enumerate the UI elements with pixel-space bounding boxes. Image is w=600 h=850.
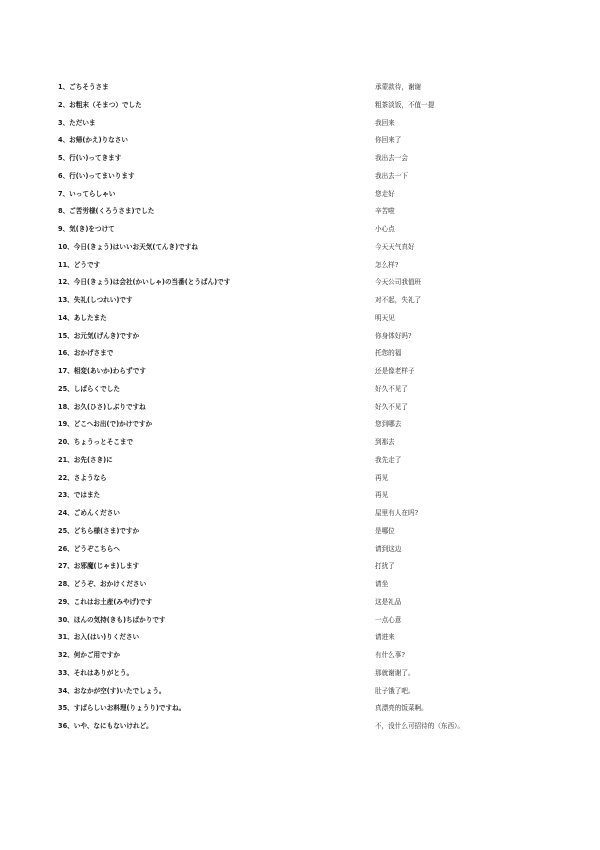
japanese-phrase: 22、さようなら (58, 473, 107, 482)
phrase-row (58, 668, 558, 686)
phrase-row (58, 260, 558, 278)
phrase-row (58, 242, 558, 260)
chinese-translation: 好久不见了 (375, 384, 408, 393)
chinese-translation: 不，没什么可招待的（东西）。 (375, 722, 465, 730)
phrase-row (58, 171, 558, 189)
japanese-phrase: 17、相変(あいか)わらずです (58, 367, 146, 375)
chinese-translation: 我先走了 (375, 455, 402, 464)
japanese-phrase: 24、ごめんください (58, 509, 120, 517)
phrase-row (58, 348, 558, 366)
japanese-phrase: 5、行(い)ってきます (58, 154, 122, 162)
phrase-row (58, 615, 558, 633)
japanese-phrase: 33、それはありがとう。 (58, 668, 134, 677)
japanese-phrase: 36、いや、なにもないけれど。 (58, 722, 153, 730)
chinese-translation: 我回来 (375, 118, 395, 127)
japanese-phrase: 35、すばらしいお料理(りょうり)ですね。 (58, 704, 186, 713)
chinese-translation: 请进来 (375, 633, 395, 642)
chinese-translation: 好久不见了 (375, 402, 408, 411)
japanese-phrase: 12、今日(きょう)は会社(かいしゃ)の当番(とうばん)です (58, 278, 231, 287)
phrase-row (58, 508, 558, 526)
phrase-row (58, 135, 558, 153)
phrase-row (58, 686, 558, 704)
phrase-row (58, 366, 558, 384)
chinese-translation: 粗茶淡饭，不值一提 (375, 100, 435, 109)
phrase-list (58, 82, 558, 739)
phrase-row (58, 419, 558, 437)
japanese-phrase: 3、ただいま (58, 118, 96, 127)
japanese-phrase: 25、どちら様(さま)ですか (58, 526, 140, 535)
japanese-phrase: 31、お入(はい)りください (58, 633, 140, 642)
phrase-row (58, 82, 558, 100)
phrase-row (58, 189, 558, 207)
chinese-translation: 小心点 (375, 225, 395, 233)
chinese-translation: 您走好 (375, 189, 395, 198)
chinese-translation: 请到这边 (375, 544, 402, 553)
chinese-translation: 到那去 (375, 438, 395, 446)
chinese-translation: 请坐 (375, 580, 389, 588)
japanese-phrase: 27、お邪魔(じゃま)します (58, 562, 140, 571)
japanese-phrase: 32、何かご用ですか (58, 651, 120, 659)
phrase-row (58, 402, 558, 420)
japanese-phrase: 2、お粗末（そまつ）でした (58, 100, 142, 109)
japanese-phrase: 11、どうです (58, 260, 101, 269)
chinese-translation: 托您的福 (375, 349, 402, 358)
phrase-row (58, 473, 558, 491)
japanese-phrase: 21、お先(さき)に (58, 455, 113, 464)
phrase-row (58, 118, 558, 136)
phrase-row (58, 206, 558, 224)
chinese-translation: 辛苦啦 (375, 207, 395, 216)
chinese-translation: 今天天气真好 (375, 242, 415, 251)
chinese-translation: 我出去一下 (375, 171, 408, 180)
chinese-translation: 屋里有人在吗? (375, 509, 419, 517)
chinese-translation: 肚子饿了吧。 (375, 686, 415, 695)
phrase-row (58, 721, 558, 739)
chinese-translation: 一点心意 (375, 615, 402, 624)
chinese-translation: 那就谢谢了。 (375, 668, 415, 677)
japanese-phrase: 9、気(き)をつけて (58, 225, 115, 233)
phrase-row (58, 277, 558, 295)
chinese-translation: 你身体好吗? (375, 331, 412, 340)
chinese-translation: 您到哪去 (375, 420, 402, 429)
japanese-phrase: 19、どこへお出(で)かけですか (58, 420, 153, 429)
japanese-phrase: 10、今日(きょう)はいいお天気(てんき)ですね (58, 242, 198, 251)
chinese-translation: 对不起，失礼了 (375, 296, 422, 304)
japanese-phrase: 30、ほんの気持(きも)ちばかりです (58, 615, 166, 624)
japanese-phrase: 25、しばらくでした (58, 384, 120, 393)
chinese-translation: 还是像老样子 (375, 367, 415, 375)
phrase-row (58, 437, 558, 455)
japanese-phrase: 15、お元気(げんき)ですか (58, 331, 140, 340)
chinese-translation: 打扰了 (375, 562, 395, 571)
chinese-translation: 明天见 (375, 313, 395, 322)
chinese-translation: 承蒙款待，谢谢 (375, 83, 422, 91)
phrase-row (58, 100, 558, 118)
japanese-phrase: 34、おなかが空(す)いたでしょう。 (58, 686, 166, 695)
japanese-phrase: 6、行(い)ってまいります (58, 171, 135, 180)
chinese-translation: 你回来了 (375, 136, 402, 145)
chinese-translation: 再见 (375, 473, 389, 482)
japanese-phrase: 18、お久(ひさ)しぶりですね (58, 402, 146, 411)
phrase-row (58, 313, 558, 331)
phrase-row (58, 224, 558, 242)
chinese-translation: 再见 (375, 491, 389, 500)
phrase-row (58, 153, 558, 171)
phrase-row (58, 526, 558, 544)
japanese-phrase: 13、失礼(しつれい)です (58, 296, 133, 304)
japanese-phrase: 29、これはお土産(みやげ)です (58, 597, 153, 606)
japanese-phrase: 28、どうぞ、おかけください (58, 580, 147, 588)
japanese-phrase: 8、ご苦労様(くろうさま)でした (58, 207, 155, 216)
chinese-translation: 这是礼品 (375, 597, 402, 606)
japanese-phrase: 14、あしたまた (58, 313, 107, 322)
japanese-phrase: 23、ではまた (58, 491, 101, 500)
phrase-row (58, 579, 558, 597)
chinese-translation: 真漂亮的饭菜啊。 (375, 704, 428, 713)
japanese-phrase: 16、おかげさまで (58, 349, 114, 358)
phrase-row (58, 455, 558, 473)
japanese-phrase: 20、ちょうっとそこまで (58, 438, 134, 446)
chinese-translation: 是哪位 (375, 526, 395, 535)
japanese-phrase: 4、お帰(かえ)りなさい (58, 136, 128, 145)
phrase-row (58, 632, 558, 650)
japanese-phrase: 7、いってらしゃい (58, 189, 116, 198)
japanese-phrase: 26、どうぞこちらへ (58, 544, 120, 553)
phrase-row (58, 490, 558, 508)
phrase-row (58, 295, 558, 313)
japanese-phrase: 1、ごちそうさま (58, 83, 109, 91)
chinese-translation: 有什么事? (375, 651, 405, 659)
chinese-translation: 我出去一会 (375, 154, 408, 162)
phrase-row (58, 561, 558, 579)
phrase-row (58, 650, 558, 668)
chinese-translation: 怎么样? (375, 260, 399, 269)
phrase-row (58, 331, 558, 349)
phrase-row (58, 703, 558, 721)
phrase-row (58, 384, 558, 402)
phrase-row (58, 597, 558, 615)
chinese-translation: 今天公司我值班 (375, 278, 422, 287)
phrase-row (58, 544, 558, 562)
